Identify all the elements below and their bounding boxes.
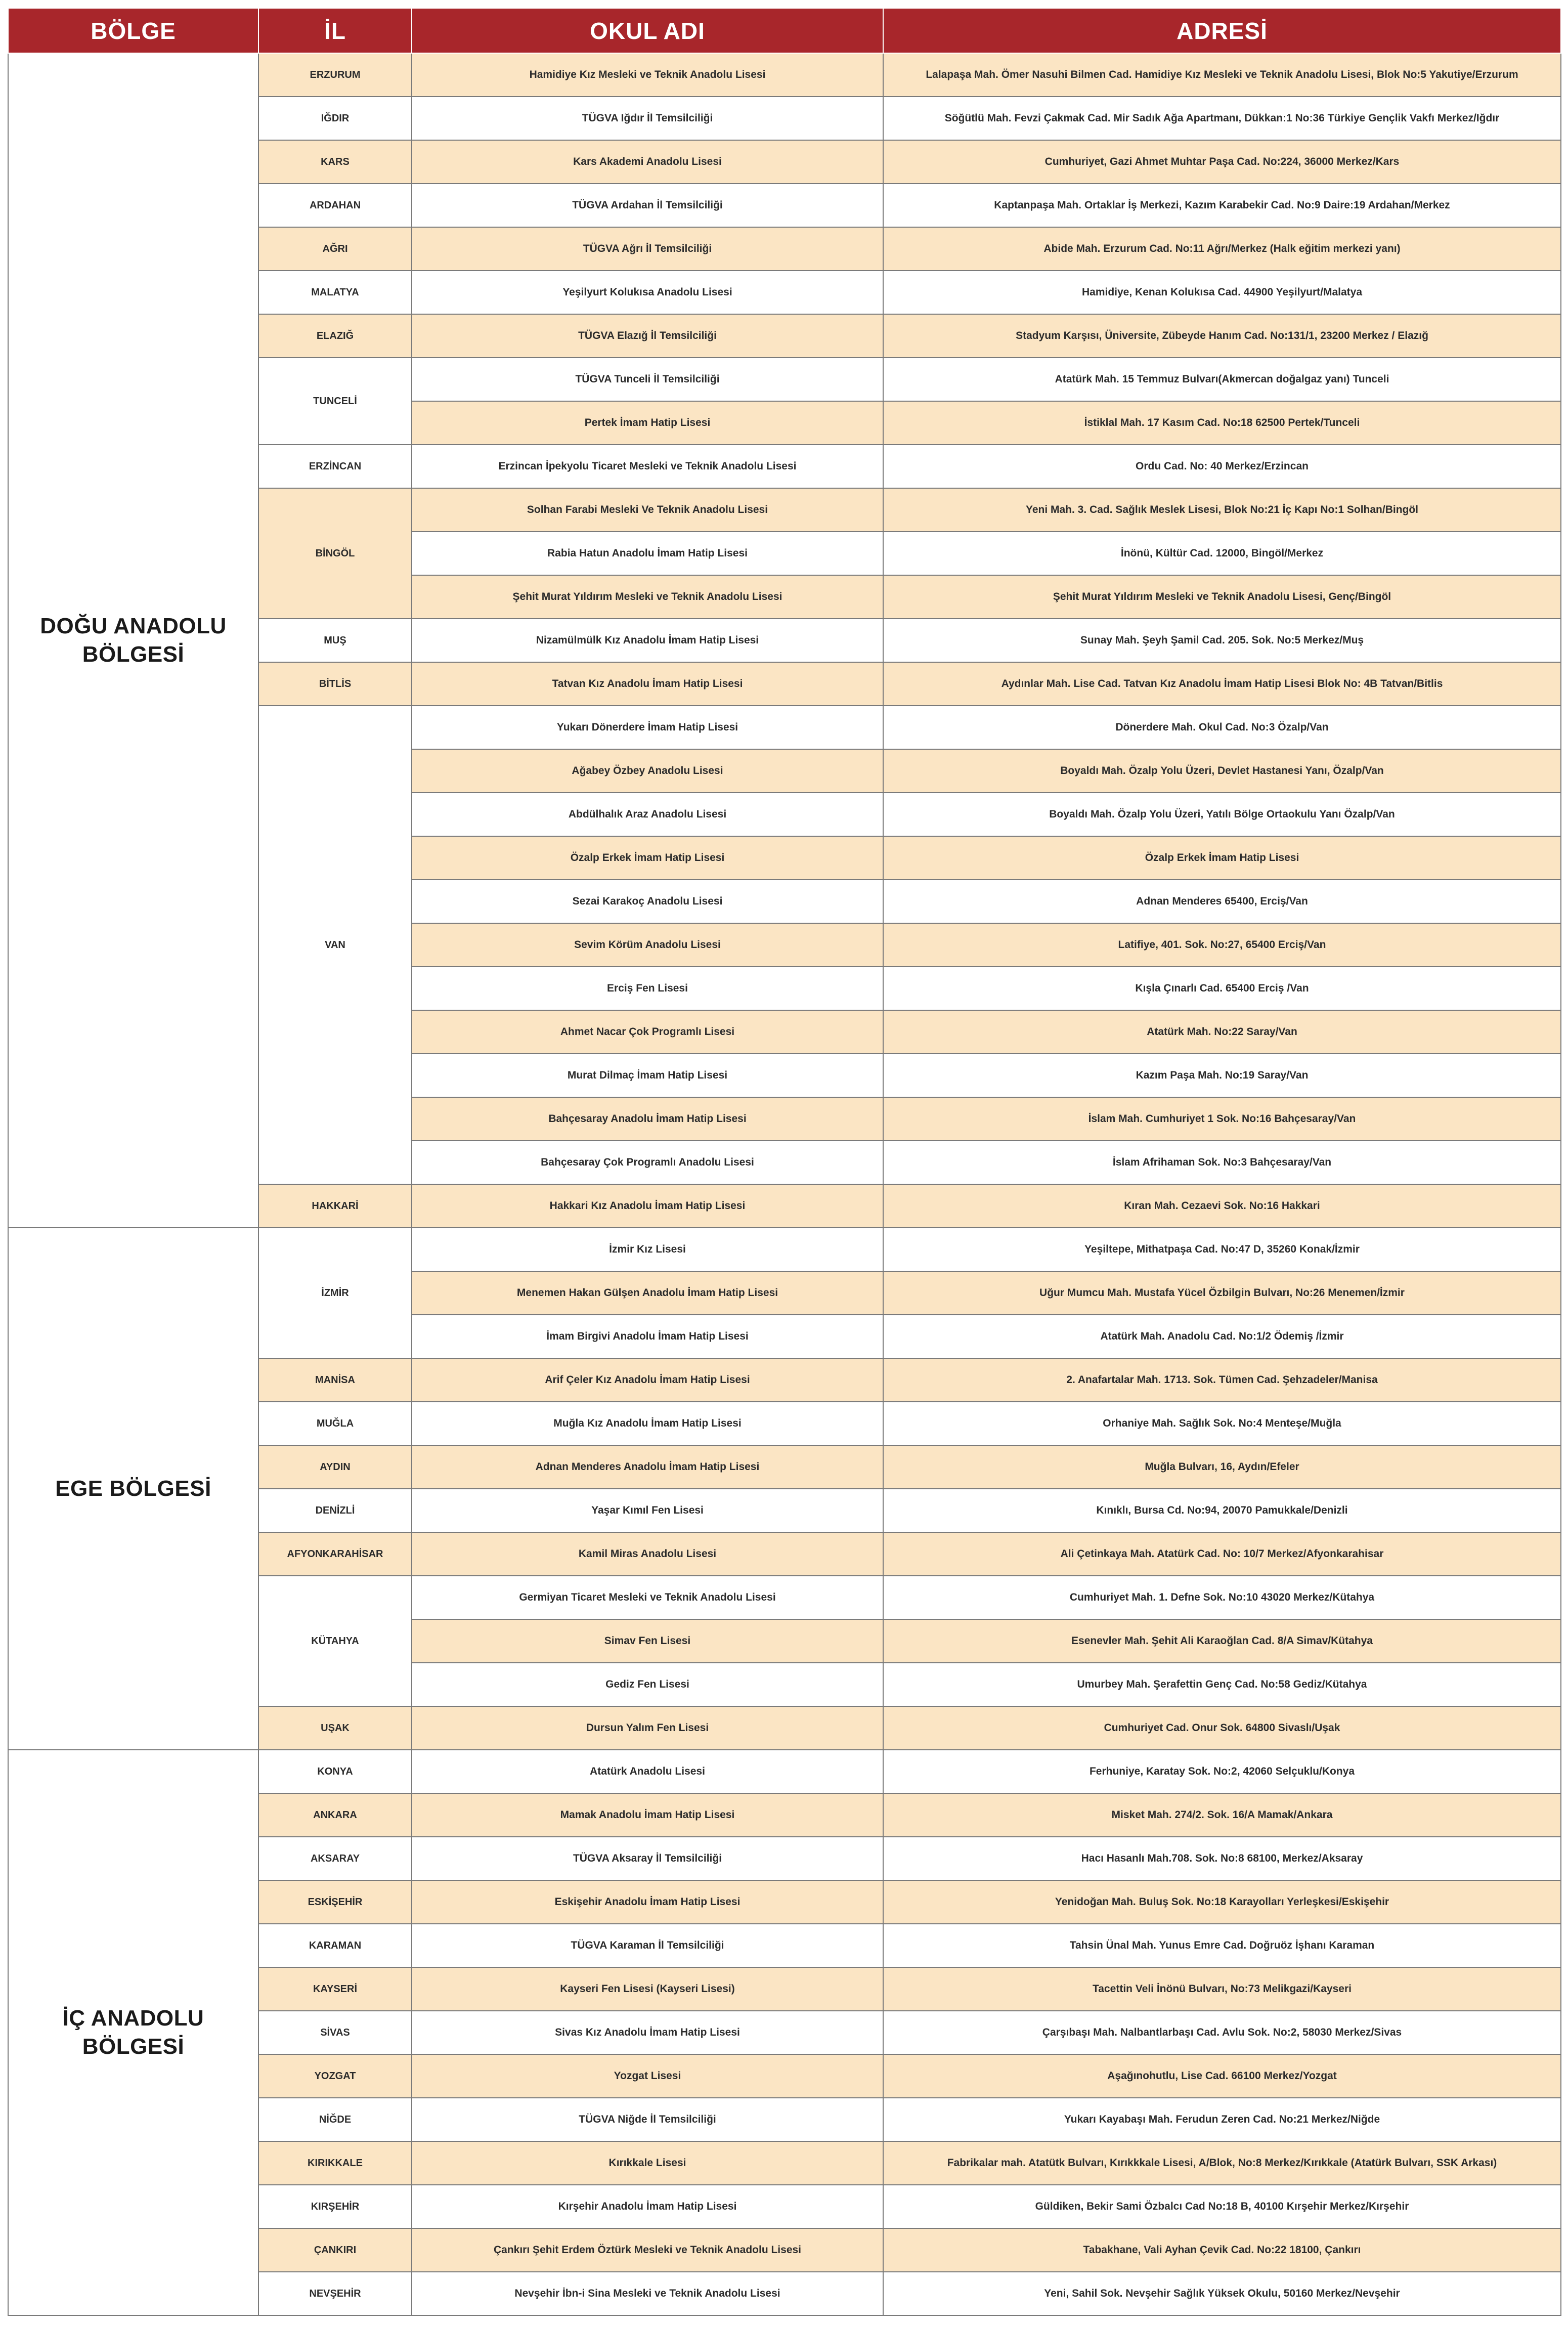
- school-address: Atatürk Mah. 15 Temmuz Bulvarı(Akmercan doğalgaz yanı) Tunceli: [883, 358, 1561, 401]
- province-name: AFYONKARAHİSAR: [258, 1532, 412, 1576]
- school-name: TÜGVA Karaman İl Temsilciliği: [412, 1924, 883, 1967]
- school-name: TÜGVA Ardahan İl Temsilciliği: [412, 184, 883, 227]
- province-name: ELAZIĞ: [258, 314, 412, 358]
- region-name: İÇ ANADOLU BÖLGESİ: [8, 1750, 258, 2315]
- school-name: Pertek İmam Hatip Lisesi: [412, 401, 883, 445]
- school-address: 2. Anafartalar Mah. 1713. Sok. Tümen Cad. Şehzadeler/Manisa: [883, 1358, 1561, 1402]
- province-name: AKSARAY: [258, 1837, 412, 1880]
- school-name: Dursun Yalım Fen Lisesi: [412, 1706, 883, 1750]
- school-address: Yenidoğan Mah. Buluş Sok. No:18 Karayolları Yerleşkesi/Eskişehir: [883, 1880, 1561, 1924]
- school-name: Hamidiye Kız Mesleki ve Teknik Anadolu Lisesi: [412, 53, 883, 97]
- school-address: Hacı Hasanlı Mah.708. Sok. No:8 68100, Merkez/Aksaray: [883, 1837, 1561, 1880]
- header-il: İL: [258, 8, 412, 53]
- school-address: Yukarı Kayabaşı Mah. Ferudun Zeren Cad. No:21 Merkez/Niğde: [883, 2098, 1561, 2141]
- school-address: Ordu Cad. No: 40 Merkez/Erzincan: [883, 445, 1561, 488]
- school-address: Tabakhane, Vali Ayhan Çevik Cad. No:22 18100, Çankırı: [883, 2228, 1561, 2272]
- province-name: BİTLİS: [258, 662, 412, 706]
- school-name: Mamak Anadolu İmam Hatip Lisesi: [412, 1793, 883, 1837]
- province-name: MANİSA: [258, 1358, 412, 1402]
- province-name: SİVAS: [258, 2011, 412, 2054]
- school-name: Abdülhalık Araz Anadolu Lisesi: [412, 793, 883, 836]
- header-okul: OKUL ADI: [412, 8, 883, 53]
- school-address: İslam Mah. Cumhuriyet 1 Sok. No:16 Bahçesaray/Van: [883, 1097, 1561, 1141]
- province-name: VAN: [258, 706, 412, 1184]
- school-name: TÜGVA Iğdır İl Temsilciliği: [412, 97, 883, 140]
- school-name: Sivas Kız Anadolu İmam Hatip Lisesi: [412, 2011, 883, 2054]
- school-address: Yeni Mah. 3. Cad. Sağlık Meslek Lisesi, Blok No:21 İç Kapı No:1 Solhan/Bingöl: [883, 488, 1561, 532]
- school-name: Solhan Farabi Mesleki Ve Teknik Anadolu Lisesi: [412, 488, 883, 532]
- school-name: Kırşehir Anadolu İmam Hatip Lisesi: [412, 2185, 883, 2228]
- province-name: DENİZLİ: [258, 1489, 412, 1532]
- school-address: Aşağınohutlu, Lise Cad. 66100 Merkez/Yozgat: [883, 2054, 1561, 2098]
- school-name: Çankırı Şehit Erdem Öztürk Mesleki ve Teknik Anadolu Lisesi: [412, 2228, 883, 2272]
- province-name: HAKKARİ: [258, 1184, 412, 1228]
- school-name: Hakkari Kız Anadolu İmam Hatip Lisesi: [412, 1184, 883, 1228]
- school-name: Simav Fen Lisesi: [412, 1619, 883, 1663]
- school-name: Arif Çeler Kız Anadolu İmam Hatip Lisesi: [412, 1358, 883, 1402]
- school-name: TÜGVA Ağrı İl Temsilciliği: [412, 227, 883, 271]
- school-name: Yukarı Dönerdere İmam Hatip Lisesi: [412, 706, 883, 749]
- school-address: Yeni, Sahil Sok. Nevşehir Sağlık Yüksek Okulu, 50160 Merkez/Nevşehir: [883, 2272, 1561, 2315]
- school-address: Kazım Paşa Mah. No:19 Saray/Van: [883, 1054, 1561, 1097]
- school-name: Erzincan İpekyolu Ticaret Mesleki ve Teknik Anadolu Lisesi: [412, 445, 883, 488]
- province-name: KARS: [258, 140, 412, 184]
- school-table-container: [8, 8, 1560, 2316]
- school-address: Çarşıbaşı Mah. Nalbantlarbaşı Cad. Avlu Sok. No:2, 58030 Merkez/Sivas: [883, 2011, 1561, 2054]
- school-name: Murat Dilmaç İmam Hatip Lisesi: [412, 1054, 883, 1097]
- province-name: KIRIKKALE: [258, 2141, 412, 2185]
- school-address: Abide Mah. Erzurum Cad. No:11 Ağrı/Merkez (Halk eğitim merkezi yanı): [883, 227, 1561, 271]
- school-address: Adnan Menderes 65400, Erciş/Van: [883, 880, 1561, 923]
- school-name: TÜGVA Niğde İl Temsilciliği: [412, 2098, 883, 2141]
- school-address: Kınıklı, Bursa Cd. No:94, 20070 Pamukkale/Denizli: [883, 1489, 1561, 1532]
- school-address: Kışla Çınarlı Cad. 65400 Erciş /Van: [883, 967, 1561, 1010]
- table-row: [8, 1228, 1561, 1271]
- province-name: KÜTAHYA: [258, 1576, 412, 1706]
- province-name: TUNCELİ: [258, 358, 412, 445]
- school-name: Kırıkkale Lisesi: [412, 2141, 883, 2185]
- school-address: Orhaniye Mah. Sağlık Sok. No:4 Menteşe/Muğla: [883, 1402, 1561, 1445]
- header-adres: ADRESİ: [883, 8, 1561, 53]
- header-row: [8, 8, 1561, 53]
- school-address: Güldiken, Bekir Sami Özbalcı Cad No:18 B, 40100 Kırşehir Merkez/Kırşehir: [883, 2185, 1561, 2228]
- school-address: Aydınlar Mah. Lise Cad. Tatvan Kız Anadolu İmam Hatip Lisesi Blok No: 4B Tatvan/Bitlis: [883, 662, 1561, 706]
- province-name: IĞDIR: [258, 97, 412, 140]
- province-name: MALATYA: [258, 271, 412, 314]
- province-name: ESKİŞEHİR: [258, 1880, 412, 1924]
- school-address: Şehit Murat Yıldırım Mesleki ve Teknik Anadolu Lisesi, Genç/Bingöl: [883, 575, 1561, 619]
- school-name: TÜGVA Aksaray İl Temsilciliği: [412, 1837, 883, 1880]
- school-name: Atatürk Anadolu Lisesi: [412, 1750, 883, 1793]
- school-name: Sevim Körüm Anadolu Lisesi: [412, 923, 883, 967]
- province-name: MUŞ: [258, 619, 412, 662]
- school-name: Ağabey Özbey Anadolu Lisesi: [412, 749, 883, 793]
- school-name: Nizamülmülk Kız Anadolu İmam Hatip Lisesi: [412, 619, 883, 662]
- province-name: ERZURUM: [258, 53, 412, 97]
- school-name: Özalp Erkek İmam Hatip Lisesi: [412, 836, 883, 880]
- school-address: Yeşiltepe, Mithatpaşa Cad. No:47 D, 35260 Konak/İzmir: [883, 1228, 1561, 1271]
- school-address: Latifiye, 401. Sok. No:27, 65400 Erciş/Van: [883, 923, 1561, 967]
- school-name: İmam Birgivi Anadolu İmam Hatip Lisesi: [412, 1315, 883, 1358]
- school-name: Yaşar Kımıl Fen Lisesi: [412, 1489, 883, 1532]
- school-name: Rabia Hatun Anadolu İmam Hatip Lisesi: [412, 532, 883, 575]
- province-name: KIRŞEHİR: [258, 2185, 412, 2228]
- school-name: TÜGVA Tunceli İl Temsilciliği: [412, 358, 883, 401]
- school-name: Sezai Karakoç Anadolu Lisesi: [412, 880, 883, 923]
- province-name: MUĞLA: [258, 1402, 412, 1445]
- province-name: ANKARA: [258, 1793, 412, 1837]
- province-name: KARAMAN: [258, 1924, 412, 1967]
- table-row: [8, 1750, 1561, 1793]
- school-name: TÜGVA Elazığ İl Temsilciliği: [412, 314, 883, 358]
- school-name: Muğla Kız Anadolu İmam Hatip Lisesi: [412, 1402, 883, 1445]
- school-address: Ali Çetinkaya Mah. Atatürk Cad. No: 10/7 Merkez/Afyonkarahisar: [883, 1532, 1561, 1576]
- school-address: Stadyum Karşısı, Üniversite, Zübeyde Hanım Cad. No:131/1, 23200 Merkez / Elazığ: [883, 314, 1561, 358]
- school-name: Tatvan Kız Anadolu İmam Hatip Lisesi: [412, 662, 883, 706]
- school-address: Cumhuriyet Mah. 1. Defne Sok. No:10 43020 Merkez/Kütahya: [883, 1576, 1561, 1619]
- school-name: Bahçesaray Anadolu İmam Hatip Lisesi: [412, 1097, 883, 1141]
- school-address: Hamidiye, Kenan Kolukısa Cad. 44900 Yeşilyurt/Malatya: [883, 271, 1561, 314]
- school-address: Tahsin Ünal Mah. Yunus Emre Cad. Doğruöz İşhanı Karaman: [883, 1924, 1561, 1967]
- province-name: YOZGAT: [258, 2054, 412, 2098]
- school-address: Özalp Erkek İmam Hatip Lisesi: [883, 836, 1561, 880]
- school-address: Kaptanpaşa Mah. Ortaklar İş Merkezi, Kazım Karabekir Cad. No:9 Daire:19 Ardahan/Merkez: [883, 184, 1561, 227]
- school-name: Yozgat Lisesi: [412, 2054, 883, 2098]
- school-address: Söğütlü Mah. Fevzi Çakmak Cad. Mir Sadık Ağa Apartmanı, Dükkan:1 No:36 Türkiye Gençlik Vakfı Merkez/Iğdır: [883, 97, 1561, 140]
- province-name: BİNGÖL: [258, 488, 412, 619]
- school-table: [8, 8, 1561, 2316]
- school-name: Nevşehir İbn-i Sina Mesleki ve Teknik Anadolu Lisesi: [412, 2272, 883, 2315]
- province-name: UŞAK: [258, 1706, 412, 1750]
- province-name: ARDAHAN: [258, 184, 412, 227]
- school-name: İzmir Kız Lisesi: [412, 1228, 883, 1271]
- region-name: DOĞU ANADOLU BÖLGESİ: [8, 53, 258, 1228]
- school-address: Atatürk Mah. No:22 Saray/Van: [883, 1010, 1561, 1054]
- school-name: Gediz Fen Lisesi: [412, 1663, 883, 1706]
- school-name: Ahmet Nacar Çok Programlı Lisesi: [412, 1010, 883, 1054]
- school-name: Erciş Fen Lisesi: [412, 967, 883, 1010]
- school-name: Germiyan Ticaret Mesleki ve Teknik Anadolu Lisesi: [412, 1576, 883, 1619]
- province-name: NEVŞEHİR: [258, 2272, 412, 2315]
- province-name: ÇANKIRI: [258, 2228, 412, 2272]
- province-name: ERZİNCAN: [258, 445, 412, 488]
- school-name: Şehit Murat Yıldırım Mesleki ve Teknik Anadolu Lisesi: [412, 575, 883, 619]
- school-address: Cumhuriyet Cad. Onur Sok. 64800 Sivaslı/Uşak: [883, 1706, 1561, 1750]
- school-address: Boyaldı Mah. Özalp Yolu Üzeri, Devlet Hastanesi Yanı, Özalp/Van: [883, 749, 1561, 793]
- header-bolge: BÖLGE: [8, 8, 258, 53]
- school-address: Atatürk Mah. Anadolu Cad. No:1/2 Ödemiş /İzmir: [883, 1315, 1561, 1358]
- school-name: Yeşilyurt Kolukısa Anadolu Lisesi: [412, 271, 883, 314]
- school-address: Kıran Mah. Cezaevi Sok. No:16 Hakkari: [883, 1184, 1561, 1228]
- school-address: İnönü, Kültür Cad. 12000, Bingöl/Merkez: [883, 532, 1561, 575]
- province-name: AĞRI: [258, 227, 412, 271]
- province-name: KAYSERİ: [258, 1967, 412, 2011]
- province-name: NİĞDE: [258, 2098, 412, 2141]
- table-row: [8, 53, 1561, 97]
- school-address: Fabrikalar mah. Atatütk Bulvarı, Kırıkkkale Lisesi, A/Blok, No:8 Merkez/Kırıkkale (Atatürk Bulvarı, SSK Arkası): [883, 2141, 1561, 2185]
- school-name: Kars Akademi Anadolu Lisesi: [412, 140, 883, 184]
- school-name: Menemen Hakan Gülşen Anadolu İmam Hatip Lisesi: [412, 1271, 883, 1315]
- school-address: İslam Afrihaman Sok. No:3 Bahçesaray/Van: [883, 1141, 1561, 1184]
- school-address: Esenevler Mah. Şehit Ali Karaoğlan Cad. 8/A Simav/Kütahya: [883, 1619, 1561, 1663]
- school-name: Bahçesaray Çok Programlı Anadolu Lisesi: [412, 1141, 883, 1184]
- school-address: Misket Mah. 274/2. Sok. 16/A Mamak/Ankara: [883, 1793, 1561, 1837]
- school-address: Boyaldı Mah. Özalp Yolu Üzeri, Yatılı Bölge Ortaokulu Yanı Özalp/Van: [883, 793, 1561, 836]
- school-name: Adnan Menderes Anadolu İmam Hatip Lisesi: [412, 1445, 883, 1489]
- school-address: Lalapaşa Mah. Ömer Nasuhi Bilmen Cad. Hamidiye Kız Mesleki ve Teknik Anadolu Lisesi, Blok No:5 Yakutiye/Erzurum: [883, 53, 1561, 97]
- school-address: Tacettin Veli İnönü Bulvarı, No:73 Melikgazi/Kayseri: [883, 1967, 1561, 2011]
- province-name: AYDIN: [258, 1445, 412, 1489]
- school-address: Cumhuriyet, Gazi Ahmet Muhtar Paşa Cad. No:224, 36000 Merkez/Kars: [883, 140, 1561, 184]
- school-address: Sunay Mah. Şeyh Şamil Cad. 205. Sok. No:5 Merkez/Muş: [883, 619, 1561, 662]
- school-name: Eskişehir Anadolu İmam Hatip Lisesi: [412, 1880, 883, 1924]
- province-name: İZMİR: [258, 1228, 412, 1358]
- school-address: Ferhuniye, Karatay Sok. No:2, 42060 Selçuklu/Konya: [883, 1750, 1561, 1793]
- school-address: İstiklal Mah. 17 Kasım Cad. No:18 62500 Pertek/Tunceli: [883, 401, 1561, 445]
- school-address: Umurbey Mah. Şerafettin Genç Cad. No:58 Gediz/Kütahya: [883, 1663, 1561, 1706]
- province-name: KONYA: [258, 1750, 412, 1793]
- region-name: EGE BÖLGESİ: [8, 1228, 258, 1750]
- school-address: Muğla Bulvarı, 16, Aydın/Efeler: [883, 1445, 1561, 1489]
- school-address: Uğur Mumcu Mah. Mustafa Yücel Özbilgin Bulvarı, No:26 Menemen/İzmir: [883, 1271, 1561, 1315]
- school-name: Kamil Miras Anadolu Lisesi: [412, 1532, 883, 1576]
- school-address: Dönerdere Mah. Okul Cad. No:3 Özalp/Van: [883, 706, 1561, 749]
- table-body: [8, 53, 1561, 2315]
- school-name: Kayseri Fen Lisesi (Kayseri Lisesi): [412, 1967, 883, 2011]
